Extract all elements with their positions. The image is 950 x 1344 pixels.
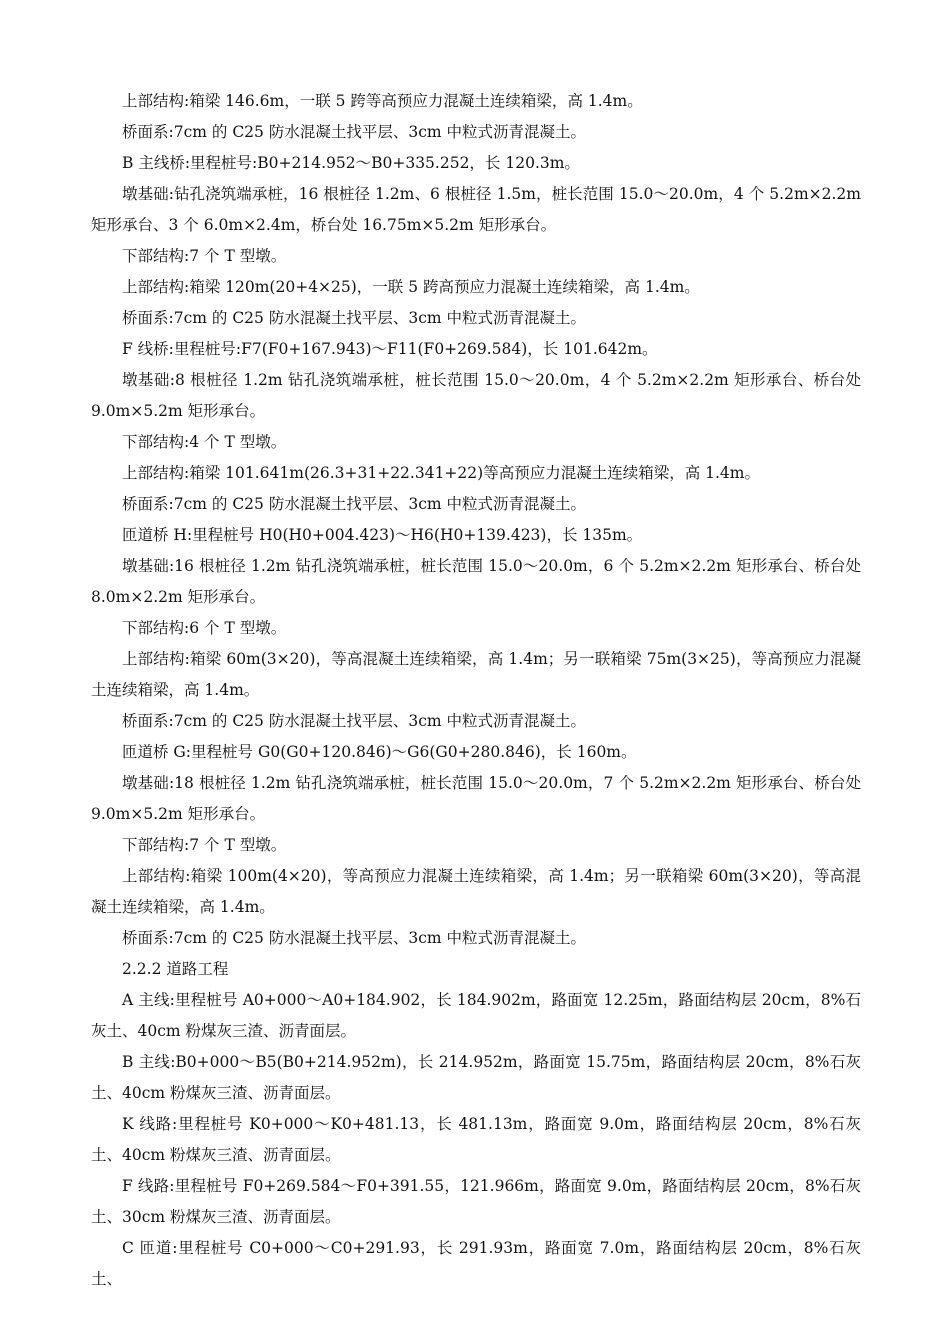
paragraph: 桥面系:7cm 的 C25 防水混凝土找平层、3cm 中粒式沥青混凝土。 — [122, 712, 586, 730]
paragraph: 墩基础:钻孔浇筑端承桩，16 根桩径 1.2m、6 根桩径 1.5m，桩长范围 15.0～20.0m，4 个 5.2m×2.2m 矩形承台、3 个 6.0m×2.4m，桥台处 16.75m×5.2m 矩形承台。 — [91, 185, 861, 234]
paragraph: 墩基础:18 根桩径 1.2m 钻孔浇筑端承桩，桩长范围 15.0～20.0m，7 个 5.2m×2.2m 矩形承台、桥台处 9.0m×5.2m 矩形承台。 — [91, 774, 861, 823]
paragraph: 桥面系:7cm 的 C25 防水混凝土找平层、3cm 中粒式沥青混凝土。 — [122, 495, 586, 513]
paragraph: B 主线桥:里程桩号:B0+214.952～B0+335.252，长 120.3m。 — [122, 154, 580, 172]
paragraph: 上部结构:箱梁 101.641m(26.3+31+22.341+22)等高预应力混凝土连续箱梁，高 1.4m。 — [122, 464, 760, 482]
paragraph: C 匝道:里程桩号 C0+000～C0+291.93，长 291.93m，路面宽 7.0m，路面结构层 20cm，8%石灰土、 — [91, 1239, 861, 1288]
paragraph: F 线桥:里程桩号:F7(F0+167.943)～F11(F0+269.584)，长 101.642m。 — [122, 340, 658, 358]
paragraph: 上部结构:箱梁 100m(4×20)，等高预应力混凝土连续箱梁，高 1.4m；另一联箱梁 60m(3×20)，等高混凝土连续箱梁，高 1.4m。 — [91, 867, 861, 916]
paragraph: 上部结构:箱梁 60m(3×20)，等高混凝土连续箱梁，高 1.4m；另一联箱梁 75m(3×25)，等高预应力混凝土连续箱梁，高 1.4m。 — [91, 650, 861, 699]
paragraph: 匝道桥 H:里程桩号 H0(H0+004.423)～H6(H0+139.423)，长 135m。 — [122, 526, 643, 544]
paragraph: A 主线:里程桩号 A0+000～A0+184.902，长 184.902m，路面宽 12.25m，路面结构层 20cm，8%石灰土、40cm 粉煤灰三渣、沥青面层。 — [91, 991, 861, 1040]
paragraph: 下部结构:6 个 T 型墩。 — [122, 619, 287, 637]
paragraph: F 线路:里程桩号 F0+269.584～F0+391.55，121.966m，路面宽 9.0m，路面结构层 20cm，8%石灰土、30cm 粉煤灰三渣、沥青面层。 — [91, 1177, 861, 1226]
paragraph: 桥面系:7cm 的 C25 防水混凝土找平层、3cm 中粒式沥青混凝土。 — [122, 309, 586, 327]
paragraph: 下部结构:7 个 T 型墩。 — [122, 247, 287, 265]
paragraph: 下部结构:7 个 T 型墩。 — [122, 836, 287, 854]
paragraph: 上部结构:箱梁 146.6m，一联 5 跨等高预应力混凝土连续箱梁，高 1.4m。 — [122, 92, 643, 110]
paragraph: 匝道桥 G:里程桩号 G0(G0+120.846)～G6(G0+280.846)，长 160m。 — [122, 743, 637, 761]
paragraph: 桥面系:7cm 的 C25 防水混凝土找平层、3cm 中粒式沥青混凝土。 — [122, 929, 586, 947]
paragraph: 墩基础:8 根桩径 1.2m 钻孔浇筑端承桩，桩长范围 15.0～20.0m，4 个 5.2m×2.2m 矩形承台、桥台处 9.0m×5.2m 矩形承台。 — [91, 371, 861, 420]
paragraph: 上部结构:箱梁 120m(20+4×25)，一联 5 跨高预应力混凝土连续箱梁，高 1.4m。 — [122, 278, 700, 296]
section-heading: 2.2.2 道路工程 — [122, 960, 229, 978]
paragraph: K 线路:里程桩号 K0+000～K0+481.13，长 481.13m，路面宽 9.0m，路面结构层 20cm，8%石灰土、40cm 粉煤灰三渣、沥青面层。 — [91, 1115, 861, 1164]
paragraph: B 主线:B0+000～B5(B0+214.952m)，长 214.952m，路面宽 15.75m，路面结构层 20cm，8%石灰土、40cm 粉煤灰三渣、沥青面层。 — [91, 1053, 861, 1102]
paragraph: 下部结构:4 个 T 型墩。 — [122, 433, 287, 451]
document-body — [91, 86, 861, 1295]
paragraph: 墩基础:16 根桩径 1.2m 钻孔浇筑端承桩，桩长范围 15.0～20.0m，6 个 5.2m×2.2m 矩形承台、桥台处 8.0m×2.2m 矩形承台。 — [91, 557, 861, 606]
paragraph: 桥面系:7cm 的 C25 防水混凝土找平层、3cm 中粒式沥青混凝土。 — [122, 123, 586, 141]
